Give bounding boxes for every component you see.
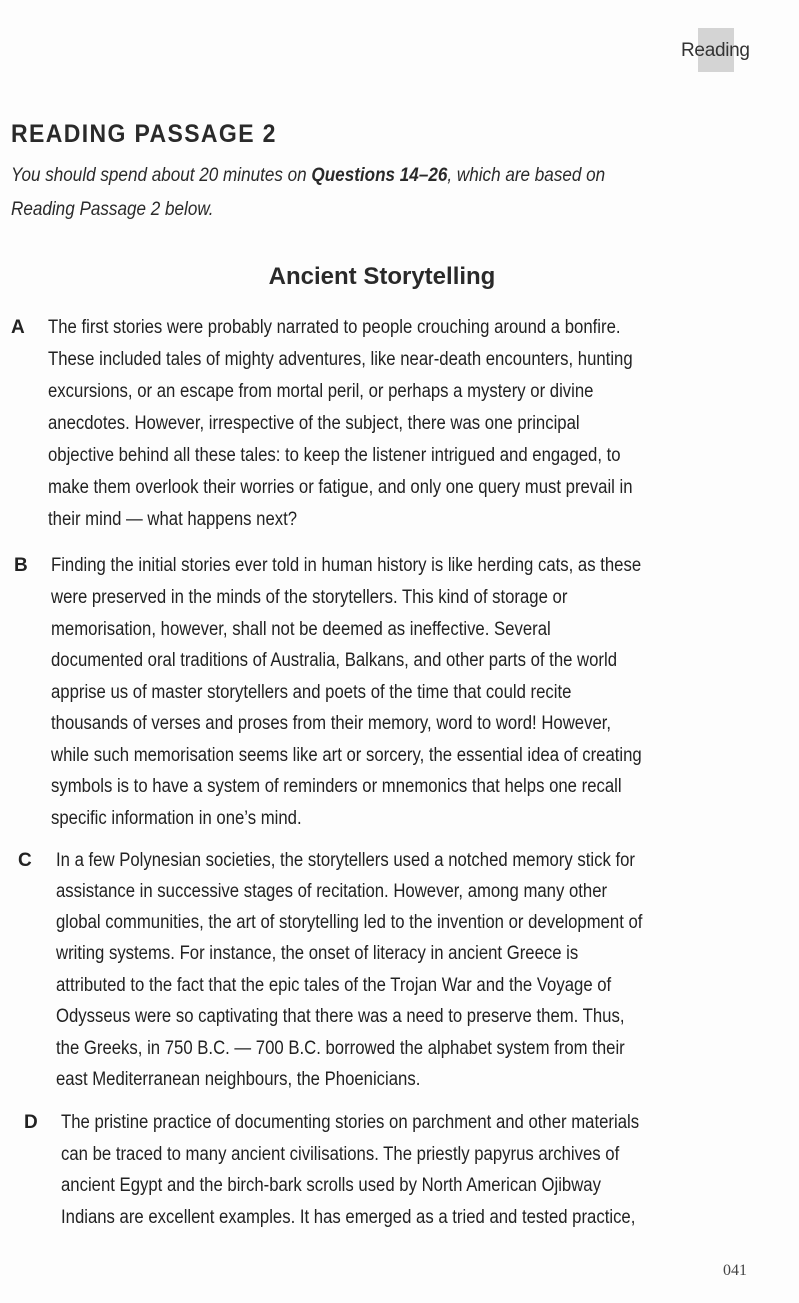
paragraph-line: attributed to the fact that the epic tales of the Trojan War and the Voyage of bbox=[56, 975, 612, 996]
instructions-line-2: Reading Passage 2 below. bbox=[11, 199, 214, 220]
paragraph-line: assistance in successive stages of recitation. However, among many other bbox=[56, 881, 608, 902]
paragraph-line: writing systems. For instance, the onset of literacy in ancient Greece is bbox=[56, 943, 579, 964]
passage-title: Ancient Storytelling bbox=[268, 263, 496, 290]
paragraph-line: were preserved in the minds of the storytellers. This kind of storage or bbox=[51, 587, 568, 608]
paragraph-line: Indians are excellent examples. It has emerged as a tried and tested practice, bbox=[61, 1207, 636, 1228]
paragraph-line: ancient Egypt and the birch-bark scrolls used by North American Ojibway bbox=[61, 1175, 601, 1196]
paragraph-line: These included tales of mighty adventures, like near-death encounters, hunting bbox=[48, 349, 633, 370]
paragraph-line: global communities, the art of storytelling led to the invention or development of bbox=[56, 912, 643, 933]
paragraph-line: Odysseus were so captivating that there was a need to preserve them. Thus, bbox=[56, 1006, 625, 1027]
paragraph-line: The first stories were probably narrated to people crouching around a bonfire. bbox=[48, 317, 621, 338]
instructions-text: You should spend about 20 minutes on bbox=[11, 165, 312, 186]
paragraph-line: Finding the initial stories ever told in human history is like herding cats, as these bbox=[51, 555, 642, 576]
instructions-text: , which are based on bbox=[447, 165, 606, 186]
paragraph-line: east Mediterranean neighbours, the Phoenicians. bbox=[56, 1069, 421, 1090]
paragraph-letter: C bbox=[18, 850, 32, 871]
paragraph-line: make them overlook their worries or fatigue, and only one query must prevail in bbox=[48, 477, 633, 498]
paragraph-line: apprise us of master storytellers and poets of the time that could recite bbox=[51, 682, 572, 703]
paragraph-line: specific information in one’s mind. bbox=[51, 808, 302, 829]
paragraph-letter: A bbox=[11, 317, 25, 338]
paragraph-letter: D bbox=[24, 1112, 38, 1133]
paragraph-line: excursions, or an escape from mortal peril, or perhaps a mystery or divine bbox=[48, 381, 594, 402]
section-title: READING PASSAGE 2 bbox=[11, 120, 277, 148]
paragraph-letter: B bbox=[14, 555, 28, 576]
instructions-line-1 bbox=[11, 165, 605, 187]
questions-range: Questions 14–26 bbox=[311, 165, 448, 186]
page-number: 041 bbox=[723, 1262, 747, 1279]
paragraph-line: can be traced to many ancient civilisations. The priestly papyrus archives of bbox=[61, 1144, 620, 1165]
paragraph-line: symbols is to have a system of reminders or mnemonics that helps one recall bbox=[51, 776, 622, 797]
paragraph-line: The pristine practice of documenting stories on parchment and other materials bbox=[61, 1112, 640, 1133]
paragraph-line: memorisation, however, shall not be deemed as ineffective. Several bbox=[51, 619, 551, 640]
paragraph-line: anecdotes. However, irrespective of the subject, there was one principal bbox=[48, 413, 580, 434]
paragraph-line: their mind — what happens next? bbox=[48, 509, 298, 530]
paragraph-line: the Greeks, in 750 B.C. — 700 B.C. borrowed the alphabet system from their bbox=[56, 1038, 625, 1059]
paragraph-line: In a few Polynesian societies, the storytellers used a notched memory stick for bbox=[56, 850, 635, 871]
paragraph-line: documented oral traditions of Australia, Balkans, and other parts of the world bbox=[51, 650, 618, 671]
paragraph-line: objective behind all these tales: to keep the listener intrigued and engaged, to bbox=[48, 445, 621, 466]
section-label: Reading bbox=[681, 40, 750, 61]
paragraph-line: thousands of verses and proses from their memory, word to word! However, bbox=[51, 713, 612, 734]
paragraph-line: while such memorisation seems like art or sorcery, the essential idea of creating bbox=[51, 745, 642, 766]
